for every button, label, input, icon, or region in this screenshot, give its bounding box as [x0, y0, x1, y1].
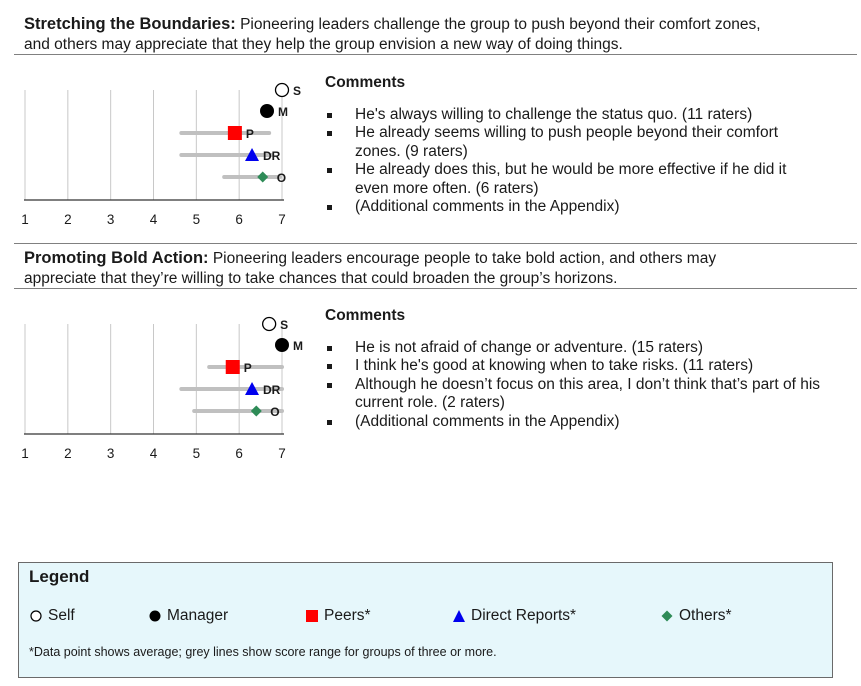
section-description-1: Pioneering leaders encourage people to take bold action, and others may: [212, 250, 717, 267]
bullet-icon: [327, 205, 332, 210]
section-title: Promoting Bold Action:: [24, 249, 209, 267]
section-rule: [14, 54, 857, 55]
bullet-icon: [327, 168, 332, 173]
marker-peers: [226, 360, 240, 374]
legend-item-self: [29, 607, 75, 625]
comment-line: (Additional comments in the Appendix): [355, 412, 620, 430]
section-description-1: Pioneering leaders challenge the group to push beyond their comfort zones,: [240, 16, 761, 33]
comment-line: even more often. (6 raters): [355, 179, 539, 197]
marker-manager: [275, 338, 289, 352]
x-tick-label: 6: [235, 212, 243, 227]
comment-line: He already seems willing to push people beyond their comfort: [355, 124, 779, 141]
legend-label: Direct Reports*: [471, 607, 577, 624]
legend-item-direct-reports: [452, 607, 576, 625]
marker-others: [257, 172, 268, 183]
x-tick-label: 7: [278, 446, 286, 461]
bullet-icon: [327, 383, 332, 388]
x-tick-label: 6: [235, 446, 243, 461]
section-rule-top: [14, 243, 857, 244]
x-tick-label: 3: [106, 446, 115, 461]
legend-label: Peers*: [324, 607, 371, 624]
comment-item: [325, 376, 845, 413]
comment-line: I think he's good at knowing when to take risks. (11 raters): [355, 357, 754, 374]
square-icon: [305, 609, 319, 623]
marker-self: [276, 84, 289, 97]
comment-item: [325, 357, 845, 376]
comment-item: [325, 161, 845, 198]
comment-line: current role. (2 raters): [355, 394, 505, 411]
open-circle-icon: [29, 609, 43, 623]
x-tick-label: 5: [192, 446, 201, 461]
section-header: [24, 248, 854, 289]
comment-item: [325, 106, 845, 125]
section-title: Stretching the Boundaries:: [24, 15, 236, 33]
x-tick-label: 1: [21, 446, 29, 461]
diamond-icon: [660, 609, 674, 623]
comment-item: [325, 124, 845, 161]
legend-label: Others*: [679, 607, 732, 624]
x-tick-label: 2: [64, 446, 72, 461]
comment-line: Although he doesn’t focus on this area, I don’t think that’s part of his: [355, 375, 821, 393]
bullet-icon: [327, 364, 332, 369]
comment-line: (Additional comments in the Appendix): [355, 198, 620, 215]
legend-item-manager: [148, 607, 228, 625]
legend-title: Legend: [29, 567, 90, 586]
score-chart: [14, 60, 314, 235]
series-label-dr: DR: [263, 383, 281, 397]
legend-item-others: [660, 607, 732, 625]
legend-label: Self: [48, 607, 75, 624]
comments-list: [325, 339, 845, 432]
x-tick-label: 1: [21, 212, 29, 227]
section-rule: [14, 288, 857, 289]
comment-line: He's always willing to challenge the status quo. (11 raters): [355, 105, 753, 123]
section-header: [24, 14, 854, 55]
bullet-icon: [327, 420, 332, 425]
comments-list: [325, 106, 845, 217]
comments-title: Comments: [325, 74, 406, 91]
series-label-s: S: [280, 318, 289, 332]
score-chart: [14, 294, 314, 469]
x-tick-label: 4: [149, 446, 158, 461]
legend-label: Manager: [167, 607, 229, 624]
series-label-p: P: [245, 127, 254, 141]
series-label-s: S: [293, 84, 302, 98]
header-line-1: [24, 248, 854, 269]
filled-circle-icon: [148, 609, 162, 623]
section-description-2: appreciate that they’re willing to take chances that could broaden the group’s horizons.: [24, 270, 618, 287]
legend-note: *Data point shows average; grey lines show score range for groups of three or more.: [29, 645, 497, 659]
comment-item: [325, 198, 845, 217]
series-label-m: M: [293, 339, 303, 353]
legend-box: [18, 562, 833, 678]
x-tick-label: 7: [278, 212, 286, 227]
triangle-icon: [452, 609, 466, 623]
bullet-icon: [327, 346, 332, 351]
bullet-icon: [327, 131, 332, 136]
section-stretching-the-boundaries: [14, 0, 857, 240]
x-tick-label: 4: [149, 212, 158, 227]
series-label-o: O: [276, 171, 287, 185]
comment-item: [325, 339, 845, 358]
series-label-dr: DR: [263, 149, 281, 163]
comment-line: zones. (9 raters): [355, 142, 468, 160]
bullet-icon: [327, 113, 332, 118]
series-label-p: P: [243, 361, 252, 375]
x-tick-label: 5: [192, 212, 201, 227]
x-tick-label: 2: [64, 212, 72, 227]
comment-item: [325, 413, 845, 432]
series-label-o: O: [270, 405, 280, 419]
header-line-1: [24, 14, 854, 35]
comments-panel: [325, 74, 845, 217]
series-label-m: M: [278, 105, 289, 119]
marker-peers: [228, 126, 242, 140]
x-tick-label: 3: [106, 212, 115, 227]
section-description-2: and others may appreciate that they help the group envision a new way of doing things.: [24, 36, 623, 53]
legend-item-peers: [305, 607, 371, 625]
marker-manager: [260, 104, 274, 118]
comments-panel: [325, 307, 845, 431]
marker-others: [251, 406, 262, 417]
comments-title: Comments: [325, 307, 406, 324]
marker-self: [263, 318, 276, 331]
comment-line: He is not afraid of change or adventure. (15 raters): [355, 338, 704, 356]
comment-line: He already does this, but he would be more effective if he did it: [355, 161, 787, 178]
section-promoting-bold-action: [14, 234, 857, 474]
